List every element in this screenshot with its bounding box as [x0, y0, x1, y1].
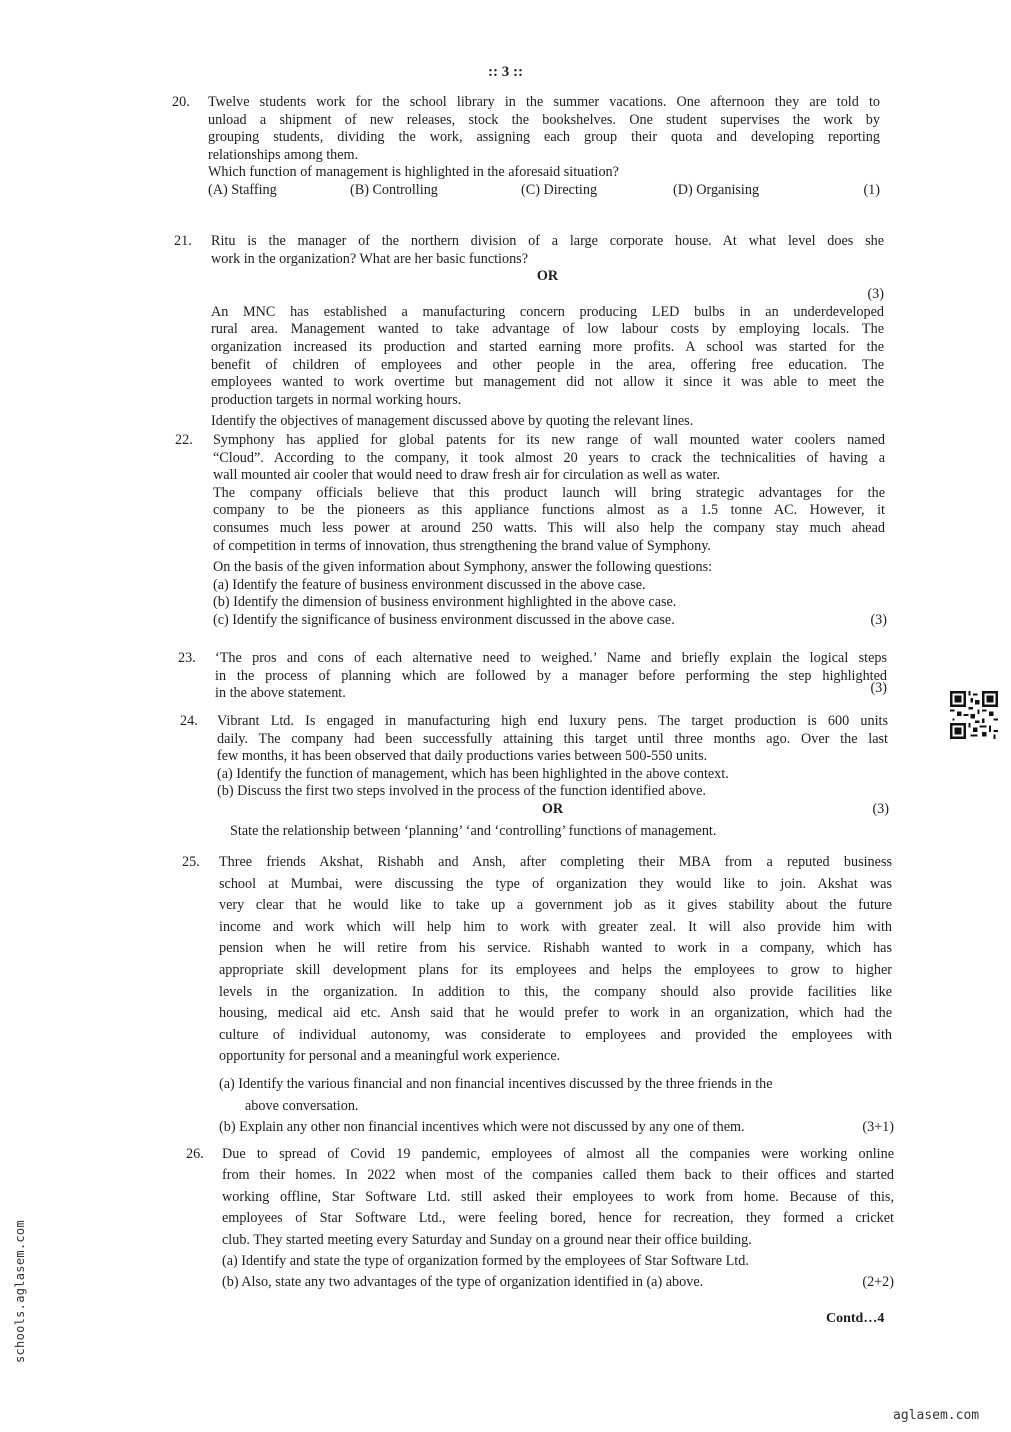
option-c: (C) Directing — [521, 181, 598, 198]
question-text-line: daily. The company had been successfully attaining this target until three months ago. Over the last — [217, 730, 888, 747]
question-text-line: in the above statement. — [215, 685, 346, 702]
footer-watermark: aglasem.com — [893, 1408, 980, 1423]
question-ask: On the basis of the given information about Symphony, answer the following questions: — [213, 559, 713, 576]
marks: (3) — [872, 800, 889, 817]
question-number: 24. — [180, 713, 198, 729]
question-text-line: Symphony has applied for global patents for its new range of wall mounted water coolers named — [213, 432, 885, 448]
question-number: 21. — [174, 233, 192, 249]
question-text-line: Twelve students work for the school library in the summer vacations. One afternoon they are told to — [208, 94, 880, 110]
question-part: (c) Identify the significance of business environment discussed in the above case. — [213, 611, 675, 628]
question-part: (a) Identify the function of management, which has been highlighted in the above context. — [217, 765, 729, 782]
qr-code-icon — [950, 691, 998, 739]
question-number: 26. — [186, 1146, 204, 1162]
question-text-line: company to be the pioneers as this appliance functions almost as a 1.5 tonne AC. However, it — [213, 502, 885, 519]
question-text-line: levels in the organization. In addition to this, the company should also provide facilities like — [219, 983, 892, 1000]
question-text-line: school at Mumbai, were discussing the type of organization they would like to join. Akshat was — [219, 875, 892, 892]
marks: (3) — [867, 285, 884, 302]
question-text-line: production targets in normal working hours. — [211, 391, 462, 408]
page-number: :: 3 :: — [488, 64, 523, 80]
question-text-line: organization increased its production and started earning more profits. A school was started for the — [211, 338, 884, 355]
marks: (2+2) — [862, 1274, 894, 1291]
question-part: (b) Also, state any two advantages of the type of organization identified in (a) above. — [222, 1274, 704, 1291]
question-text-line: Vibrant Ltd. Is engaged in manufacturing high end luxury pens. The target production is 600 units — [217, 713, 888, 729]
question-text-line: “Cloud”. According to the company, it took almost 20 years to crack the technicalities of having a — [213, 449, 885, 466]
question-text-line: club. They started meeting every Saturday and Sunday on a ground near their office building. — [222, 1231, 752, 1248]
marks: (3) — [870, 611, 887, 628]
side-watermark: schools.aglasem.com — [13, 1220, 27, 1363]
marks: (3+1) — [862, 1119, 894, 1136]
question-text-line: consumes much less power at around 250 watts. This will also help the company stay much ahead — [213, 519, 885, 536]
question-text-line: working offline, Star Software Ltd. still asked their employees to work from home. Because of this, — [222, 1188, 894, 1205]
question-text-line: Which function of management is highlighted in the aforesaid situation? — [208, 164, 619, 181]
question-text-line: Ritu is the manager of the northern division of a large corporate house. At what level does she — [211, 233, 884, 249]
option-b: (B) Controlling — [350, 181, 438, 198]
or-divider: OR — [541, 800, 564, 817]
question-ask: State the relationship between ‘planning’ ‘and ‘controlling’ functions of management. — [230, 822, 717, 839]
question-text-line: ‘The pros and cons of each alternative need to weighed.’ Name and briefly explain the logical steps — [215, 650, 887, 666]
question-text-line: from their homes. In 2022 when most of the companies called them back to their offices and started — [222, 1167, 894, 1184]
question-text-line: employees of Star Software Ltd., were feeling bored, hence for recreation, they formed a cricket — [222, 1210, 894, 1227]
question-text-line: grouping students, dividing the work, assigning each group their quota and developing reporting — [208, 129, 880, 146]
question-part: above conversation. — [245, 1097, 359, 1114]
question-text-line: relationships among them. — [208, 146, 359, 163]
or-divider: OR — [536, 268, 559, 285]
question-text-line: unload a shipment of new releases, stock the bookshelves. One student supervises the work by — [208, 111, 880, 128]
question-part: (b) Discuss the first two steps involved in the process of the function identified above. — [217, 783, 706, 800]
question-part: (a) Identify the feature of business environment discussed in the above case. — [213, 576, 646, 593]
question-part: (b) Explain any other non financial incentives which were not discussed by any one of them. — [219, 1119, 745, 1136]
question-text-line: An MNC has established a manufacturing concern producing LED bulbs in an underdeveloped — [211, 303, 884, 320]
question-text-line: in the process of planning which are followed by a manager before performing the step highlighted — [215, 667, 887, 684]
question-text-line: culture of individual autonomy, was considerate to employees and provided the employees with — [219, 1026, 892, 1043]
question-text-line: pension when he will retire from his service. Rishabh wanted to work in a company, which has — [219, 940, 892, 957]
question-text-line: wall mounted air cooler that would need to draw fresh air for circulation as well as water. — [213, 467, 721, 484]
option-a: (A) Staffing — [208, 181, 277, 198]
question-text-line: housing, medical aid etc. Ansh said that he would prefer to work in an organization, which had the — [219, 1005, 892, 1022]
marks: (1) — [863, 181, 880, 198]
question-part: (a) Identify the various financial and non financial incentives discussed by the three friends in the — [219, 1075, 773, 1092]
question-text-line: appropriate skill development plans for its employees and helps the employees to grow to higher — [219, 961, 892, 978]
continued-label: Contd…4 — [826, 1311, 885, 1326]
question-text-line: of competition in terms of innovation, thus strengthening the brand value of Symphony. — [213, 537, 711, 554]
question-text-line: Three friends Akshat, Rishabh and Ansh, after completing their MBA from a reputed business — [219, 854, 892, 870]
question-text-line: opportunity for personal and a meaningful work experience. — [219, 1048, 561, 1065]
question-text-line: Due to spread of Covid 19 pandemic, employees of almost all the companies were working online — [222, 1146, 894, 1162]
marks: (3) — [870, 680, 887, 697]
question-part: (b) Identify the dimension of business environment highlighted in the above case. — [213, 594, 677, 611]
question-text-line: The company officials believe that this product launch will bring strategic advantages for the — [213, 484, 885, 501]
question-number: 25. — [182, 854, 200, 870]
question-number: 20. — [172, 94, 190, 110]
question-text-line: work in the organization? What are her basic functions? — [211, 250, 529, 267]
question-part: (a) Identify and state the type of organization formed by the employees of Star Software Ltd. — [222, 1253, 749, 1270]
question-number: 22. — [175, 432, 193, 448]
question-number: 23. — [178, 650, 196, 666]
answer-options — [208, 182, 880, 200]
question-text-line: benefit of children of employees and other people in the area, offering free education. The — [211, 356, 884, 373]
question-text-line: few months, it has been observed that daily productions varies between 500-550 units. — [217, 748, 708, 765]
question-text-line: very clear that he would like to take up a government job as it gives stability about the future — [219, 897, 892, 914]
question-text-line: employees wanted to work overtime but management did not allow it since it was able to meet the — [211, 374, 884, 391]
option-d: (D) Organising — [673, 181, 760, 198]
question-text-line: rural area. Management wanted to take advantage of low labour costs by employing locals. The — [211, 321, 884, 338]
question-text-line: income and work which will help him to work with greater zeal. It will also provide him with — [219, 918, 892, 935]
question-ask: Identify the objectives of management discussed above by quoting the relevant lines. — [211, 413, 694, 430]
